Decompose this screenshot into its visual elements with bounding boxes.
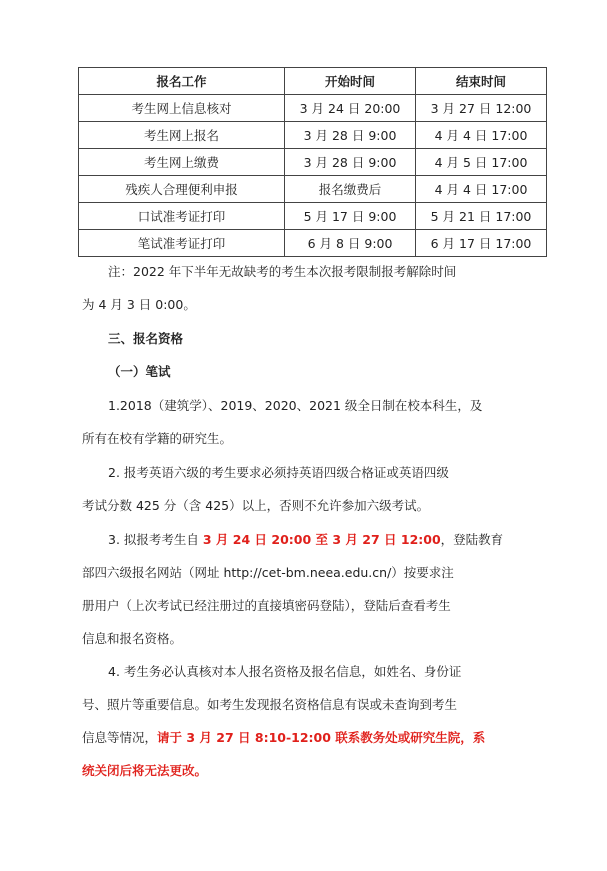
subsection-title: （一）笔试 (108, 364, 171, 379)
header-start-time: 开始时间 (285, 68, 416, 95)
task-cell: 考生网上缴费 (79, 149, 285, 176)
item-3-line-2: 部四六级报名网站（网址 http://cet-bm.neea.edu.cn/）按要求注 (82, 565, 454, 580)
end-cell: 4 月 4 日 17:00 (416, 122, 547, 149)
item-3-line-1 (82, 523, 546, 556)
table-row (79, 122, 547, 149)
table-row (79, 149, 547, 176)
registration-schedule-table (78, 67, 547, 257)
item-1-line-2: 所有在校有学籍的研究生。 (82, 431, 233, 446)
item-3-suffix: ，登陆教育 (440, 532, 504, 547)
end-cell: 3 月 27 日 12:00 (416, 95, 547, 122)
note-line-1: 注：2022 年下半年无故缺考的考生本次报考限制报考解除时间 (108, 264, 457, 279)
item-4-line-1: 4. 考生务必认真核对本人报名资格及报名信息，如姓名、身份证 (108, 664, 462, 679)
start-cell: 报名缴费后 (285, 176, 416, 203)
item-4-line-3 (82, 721, 546, 754)
item-2-line-1: 2. 报考英语六级的考生要求必须持英语四级合格证或英语四级 (108, 465, 449, 480)
item-3-line-4: 信息和报名资格。 (82, 631, 183, 646)
item-4-highlight-contact: 请于 3 月 27 日 8:10-12:00 联系教务处或研究生院，系 (157, 730, 486, 745)
item-3-prefix: 3. 拟报考考生自 (108, 532, 203, 547)
item-3-line-3: 册用户（上次考试已经注册过的直接填密码登陆），登陆后查看考生 (82, 598, 451, 613)
end-cell: 6 月 17 日 17:00 (416, 230, 547, 257)
eligibility-item-4 (82, 655, 546, 787)
note-paragraph (82, 255, 546, 321)
table-row (79, 203, 547, 230)
table-row (79, 95, 547, 122)
start-cell: 3 月 28 日 9:00 (285, 149, 416, 176)
header-task: 报名工作 (79, 68, 285, 95)
eligibility-item-3 (82, 523, 546, 655)
table-row (79, 176, 547, 203)
end-cell: 4 月 5 日 17:00 (416, 149, 547, 176)
start-cell: 3 月 24 日 20:00 (285, 95, 416, 122)
task-cell: 考生网上信息核对 (79, 95, 285, 122)
item-2-line-2: 考试分数 425 分（含 425）以上，否则不允许参加六级考试。 (82, 498, 430, 513)
item-4-prefix: 信息等情况， (82, 730, 158, 745)
note-line-2: 为 4 月 3 日 0:00。 (82, 297, 196, 312)
item-4-line-4: 统关闭后将无法更改。 (82, 763, 208, 778)
item-4-line-2: 号、照片等重要信息。如考生发现报名资格信息有误或未查询到考生 (82, 697, 458, 712)
end-cell: 4 月 4 日 17:00 (416, 176, 547, 203)
eligibility-item-2 (82, 456, 546, 522)
task-cell: 考生网上报名 (79, 122, 285, 149)
task-cell: 残疾人合理便利申报 (79, 176, 285, 203)
item-1-line-1: 1.2018（建筑学）、2019、2020、2021 级全日制在校本科生，及 (108, 398, 483, 413)
start-cell: 3 月 28 日 9:00 (285, 122, 416, 149)
task-cell: 口试准考证打印 (79, 203, 285, 230)
task-cell: 笔试准考证打印 (79, 230, 285, 257)
table-row (79, 230, 547, 257)
item-3-highlight-dates: 3 月 24 日 20:00 至 3 月 27 日 12:00 (202, 532, 441, 547)
start-cell: 5 月 17 日 9:00 (285, 203, 416, 230)
end-cell: 5 月 21 日 17:00 (416, 203, 547, 230)
start-cell: 6 月 8 日 9:00 (285, 230, 416, 257)
section-title: 三、报名资格 (108, 331, 184, 346)
table-header-row (79, 68, 547, 95)
header-end-time: 结束时间 (416, 68, 547, 95)
eligibility-item-1 (82, 389, 546, 455)
